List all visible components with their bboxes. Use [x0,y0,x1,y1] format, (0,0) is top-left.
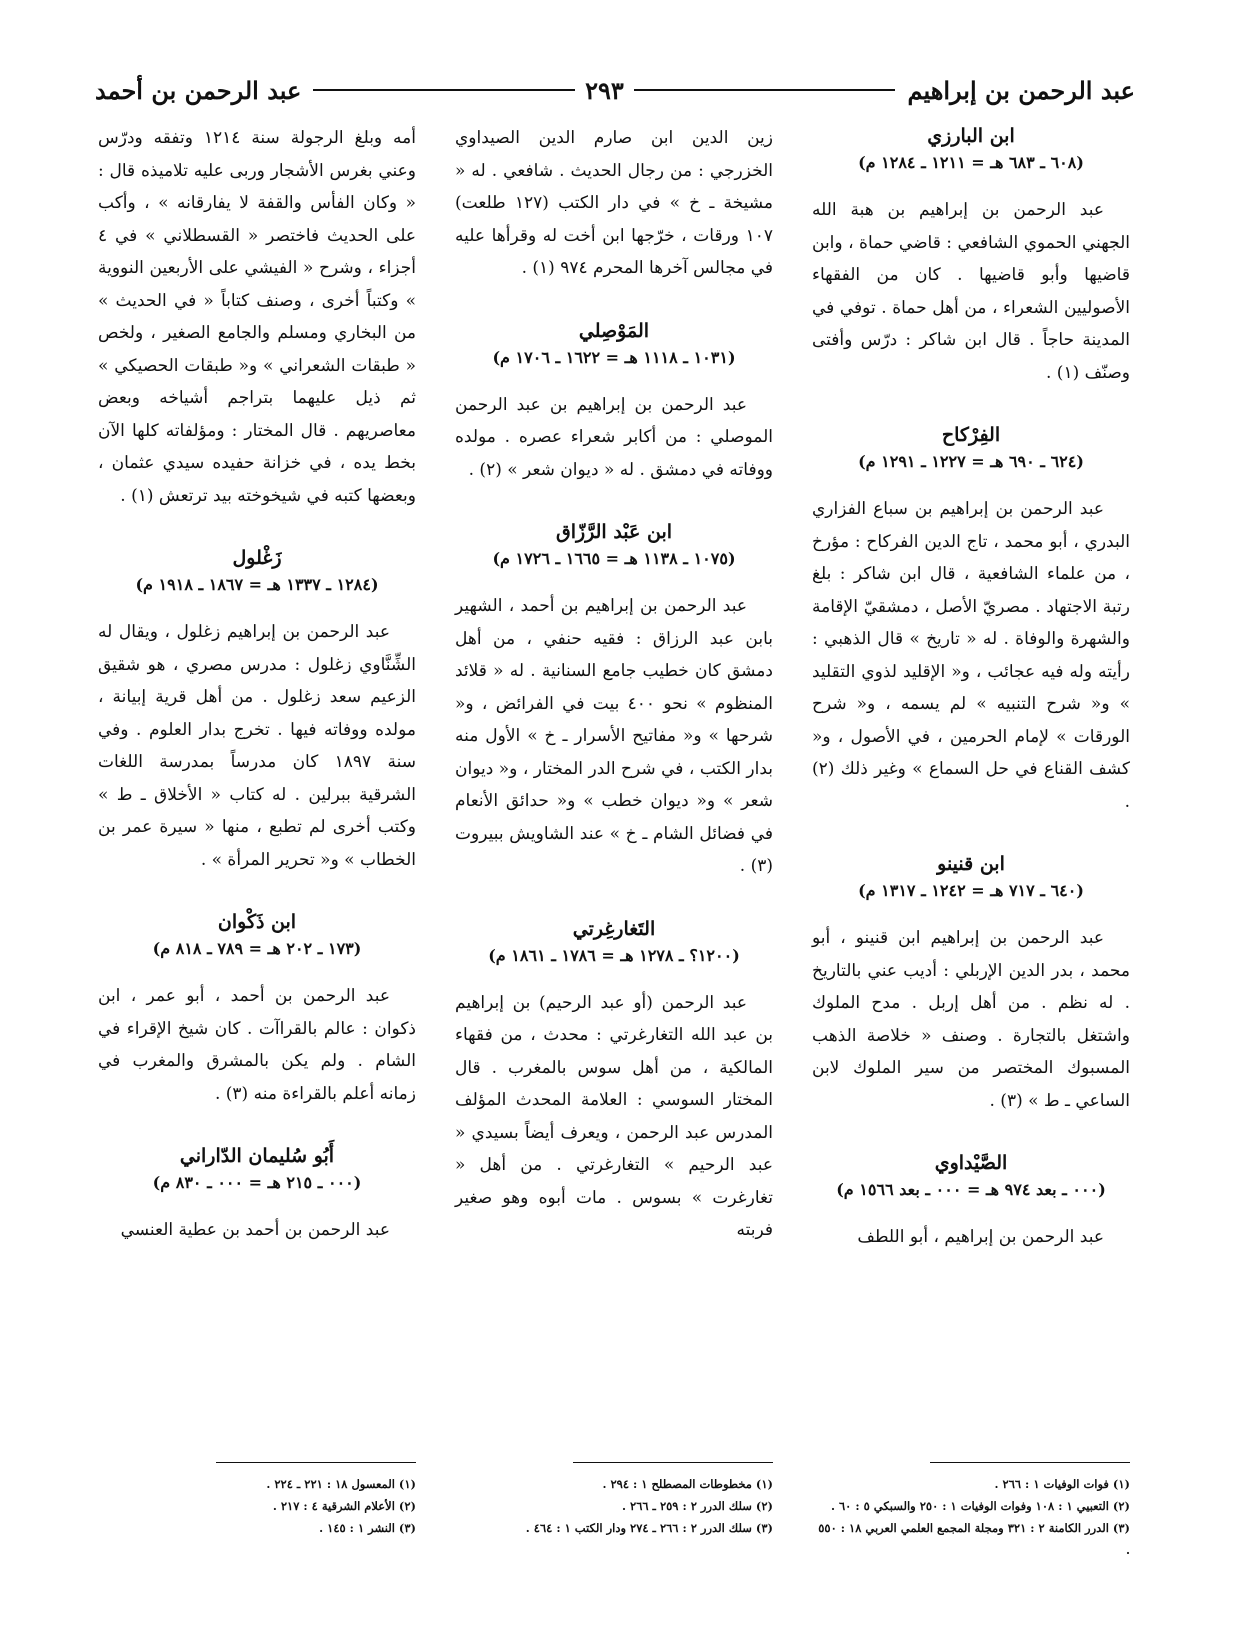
entry-text: عبد الرحمن بن إبراهيم بن أحمد ، الشهير بابن عبد الرزاق : فقيه حنفي ، من أهل دمشق كان خطيب جامع السنانية . له « قلائد المنظوم » نحو ٤٠٠ بيت في الفرائض ، و« شرحها » و« مفاتيح الأسرار ـ خ » الأول منه بدار الكتب ، في شرح الدر المختار ، و« ديوان شعر » و« ديوان خطب » و« حدائق الأنعام في فضائل الشام ـ خ » عند الشاويش ببيروت (٣) . [455,596,773,876]
footnote-rule [573,1462,773,1463]
left-footnotes [98,1462,416,1539]
entry-text: عبد الرحمن بن إبراهيم بن عبد الرحمن الموصلي : من أكابر شعراء عصره . مولده ووفاته في دمشق . له « ديوان شعر » (٢) . [455,394,773,480]
footnote: (٢) التعبيي ١ : ١٠٨ وفوات الوفيات ١ : ٢٥٠ والسبكي ٥ : ٦٠ . [830,1499,1130,1513]
entry-ibn-dhakwan [98,908,416,1110]
footnote-rule [216,1462,416,1463]
right-footnotes [812,1462,1130,1561]
middle-column [455,122,773,1622]
entry-dates: (٦٢٤ ـ ٦٩٠ هـ = ١٢٢٧ ـ ١٢٩١ م) [858,452,1084,471]
entry-dates: (١٢٨٤ ـ ١٣٣٧ هـ = ١٨٦٧ ـ ١٩١٨ م) [135,575,379,594]
footnote: (١) مخطوطات المصطلح ١ : ٢٩٤ . [602,1477,773,1491]
footnote: (٣) سلك الدرر ٢ : ٢٦٦ ـ ٢٧٤ ودار الكتب ١ : ٤٦٤ . [525,1521,773,1535]
footnote: (٢) الأعلام الشرقية ٤ : ٢١٧ . [272,1499,416,1513]
header-center [301,76,907,105]
entry-dates: (١٢٠٠؟ ـ ١٢٧٨ هـ = ١٧٨٦ ـ ١٨٦١ م) [488,945,740,965]
entry-text: عبد الرحمن بن أحمد ، أبو عمر ، ابن ذكوان : عالم بالقراآت . كان شيخ الإقراء في الشام . ولم يكن بالمشرق والمغرب في زمانه أعلم بالقراءة منه (٣) . [98,986,416,1104]
entry-dates: (١٠٧٥ ـ ١١٣٨ هـ = ١٦٦٥ ـ ١٧٢٦ م) [492,549,736,568]
entry-text: عبد الرحمن بن إبراهيم ، أبو اللطف [857,1227,1104,1247]
entry-title: الصَّيْداوي [934,1152,1008,1174]
footnote: (٣) النشر ١ : ١٤٥ . [319,1521,416,1535]
entry-text: عبد الرحمن بن أحمد بن عطية العنسي [120,1220,390,1240]
entry-text: عبد الرحمن بن إبراهيم بن سباع الفزاري البدري ، أبو محمد ، تاج الدين الفركاح : مؤرخ ، من علماء الشافعية ، قال ابن شاكر : بلغ رتبة الاجتهاد . مصريّ الأصل ، دمشقيّ الإقامة والشهرة والوفاة . له « تاريخ » قال الذهبي : رأيته وله فيه عجائب ، و« الإقليد لذوي التقليد » و« شرح التنبيه » لم يسمه ، و« شرح الورقات » لإمام الحرمين ، في الأصول ، و« كشف القناع في حل السماع » وغير ذلك (٢) . [812,499,1130,812]
entry-text: عبد الرحمن بن إبراهيم زغلول ، ويقال له الشِّنَّاوي زغلول : مدرس مصري ، هو شقيق الزعيم سعد زغلول . من أهل قرية إبيانة ، مولده ووفاته فيها . تخرج بدار العلوم . وفي سنة ١٨٩٧ كان مدرساً بمدرسة اللغات الشرقية ببرلين . له كتاب « الأخلاق ـ ط » وكتب أخرى لم تطبع ، منها « سيرة عمر بن الخطاب » و« تحرير المرأة » . [98,622,416,870]
entry-text: عبد الرحمن بن إبراهيم ابن قنينو ، أبو محمد ، بدر الدين الإربلي : أديب عني بالتاريخ . له نظم . من أهل إربل . مدح الملوك واشتغل بالتجارة . وصنف « خلاصة الذهب المسبوك المختصر من سير الملوك لابن الساعي ـ ط » (٣) . [812,928,1130,1111]
header-left-title: عبد الرحمن بن أحمد [95,75,302,105]
entry-title: الفِرْكاح [941,424,1001,446]
entry-title: ابن البارزي [927,125,1015,147]
middle-footnotes [455,1462,773,1539]
entry-abu-sulayman-aldarani [98,1142,416,1247]
entry-ibn-qunaynu [812,850,1130,1117]
entry-dates: (١٧٣ ـ ٢٠٢ هـ = ٧٨٩ ـ ٨١٨ م) [152,939,362,958]
footnote-rule [930,1462,1130,1463]
entry-alfirkah [812,421,1130,818]
left-column [98,122,416,1622]
entry-ibn-abd-alrazzaq [455,518,773,883]
entry-dates: (٦٠٨ ـ ٦٨٣ هـ = ١٢١١ ـ ١٢٨٤ م) [858,153,1084,172]
footnote: (٢) سلك الدرر ٢ : ٢٥٩ ـ ٢٦٦ . [622,1499,773,1513]
footnote: (٣) الدرر الكامنة ٢ : ٣٢١ ومجلة المجمع العلمي العربي ١٨ : ٥٥٠ . [818,1521,1130,1557]
footnote: (١) فوات الوفيات ١ : ٢٦٦ . [994,1477,1130,1491]
entry-dates: (٠٠٠ ـ بعد ٩٧٤ هـ = ٠٠٠ ـ بعد ١٥٦٦ م) [836,1180,1106,1199]
entry-title: المَوْصِلي [578,319,650,342]
entry-zaghlul [98,544,416,876]
entry-dates: (١٠٣١ ـ ١١١٨ هـ = ١٦٢٢ ـ ١٧٠٦ م) [492,347,736,367]
header-rule-right [634,89,896,91]
entry-almawsili [455,317,773,487]
entry-title: زَغْلول [232,547,282,569]
entry-dates: (٠٠٠ ـ ٢١٥ هـ = ٠٠٠ ـ ٨٣٠ م) [152,1173,362,1192]
continued-text: أمه وبلغ الرجولة سنة ١٢١٤ وتفقه ودرّس وعني بغرس الأشجار وربى عليه تلاميذه قال : « وكان الفأس والقفة لا يفارقانه » ، وأكب على الحديث فاختصر « القسطلاني » في ٤ أجزاء ، وشرح « الفيشي على الأربعين النووية » وكتباً أخرى ، وصنف كتاباً « في الحديث » من البخاري ومسلم والجامع الصغير ، ولخص « طبقات الشعراني » و« طبقات الحصيكي » ثم ذيل عليهما بتراجم أشياخه وبعض معاصريهم . قال المختار : ومؤلفاته كلها الآن بخط يده ، في خزانة حفيده سيدي عثمان ، وبعضها كتبه في شيخوخته بيد ترتعش (١) . [98,128,417,506]
entry-dates: (٦٤٠ ـ ٧١٧ هـ = ١٢٤٢ ـ ١٣١٧ م) [858,881,1084,900]
entry-title: ابن ذَكْوان [217,911,297,933]
entry-ibn-albarizi [812,122,1130,389]
right-column [812,122,1130,1622]
entry-title: أَبُو سُليمان الدّاراني [179,1145,335,1167]
header-right-title: عبد الرحمن بن إبراهيم [907,75,1135,105]
running-header [95,70,1135,110]
entry-title: التَغارغِرتي [572,917,656,940]
entry-title: ابن عَبْد الرَّزّاق [555,521,673,543]
footnote: (١) المعسول ١٨ : ٢٢١ ـ ٢٢٤ . [266,1477,416,1491]
entry-altagharghirti [455,915,773,1247]
continued-text: زين الدين ابن صارم الدين الصيداوي الخزرجي : من رجال الحديث . شافعي . له « مشيخة ـ خ » في دار الكتب (١٢٧ طلعت) ١٠٧ ورقات ، خرّجها ابن أخت له وقرأها عليه في مجالس آخرها المحرم ٩٧٤ (١) . [455,128,773,278]
entry-title: ابن قنينو [937,853,1005,875]
entry-text: عبد الرحمن (أو عبد الرحيم) بن إبراهيم بن عبد الله التغارغرتي : محدث ، من فقهاء المالكية ، من أهل سوس بالمغرب . قال المختار السوسي : العلامة المحدث المؤلف المدرس عبد الرحمن ، ويعرف أيضاً بسيدي « عبد الرحيم » التغارغرتي . من أهل « تغارغرت » بسوس . مات أبوه وهو صغير فربته [455,992,773,1240]
header-rule-left [313,89,575,91]
entry-alsaydawi [812,1149,1130,1254]
page-number: ٢٩٣ [585,75,624,105]
entry-text: عبد الرحمن بن إبراهيم بن هبة الله الجهني الحموي الشافعي : قاضي حماة ، وابن قاضيها وأبو قاضيها . كان من الفقهاء الأصوليين الشعراء ، من أهل حماة . توفي في المدينة حاجاً . قال ابن شاكر : درّس وأفتى وصنّف (١) . [812,200,1130,383]
